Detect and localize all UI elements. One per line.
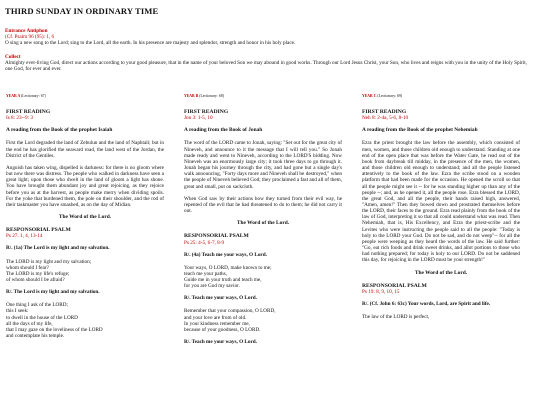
verse-line: whom should I fear?	[6, 264, 49, 271]
verse-line: The law of the LORD is perfect,	[362, 314, 430, 321]
verse-line: Guide me in your truth and teach me,	[184, 277, 262, 283]
collect-text: Almighty ever-living God, direct our actions according to your good pleasure, that in the name of your beloved Son we may abound in good works. Through our Lord Jesus Christ, your Son, who lives and reigns with you in the unity of the Holy Spirit, one God, for ever and ever.	[5, 60, 527, 73]
column-year-a	[6, 94, 164, 405]
psalm-stanza	[6, 302, 164, 339]
verse-line: One thing I ask of the LORD;	[6, 302, 68, 309]
reading-intro: A reading from the Book of the prophet Isaiah	[6, 127, 113, 134]
verse-line: Your ways, O LORD, make known to me;	[184, 264, 272, 271]
year-label	[6, 94, 164, 99]
first-reading-ref: Is 8: 23--9: 3	[6, 115, 33, 122]
word-of-the-lord: The Word of the Lord.	[58, 213, 112, 220]
reading-paragraph: When God saw by their actions how they turned from their evil way, he repented of the evil that he had threatened to do to them; he did not carry it out.	[184, 195, 342, 214]
psalm-response: R/. Teach me your ways, O Lord.	[184, 339, 257, 346]
psalm-ref: Ps 27. 1, 4, 13-14	[6, 233, 43, 240]
psalm-heading: RESPONSORIAL PSALM	[362, 282, 427, 289]
psalm-stanza	[6, 259, 164, 284]
first-reading-heading: FIRST READING	[362, 109, 407, 115]
first-reading-heading: FIRST READING	[6, 109, 51, 115]
reading-paragraph: First the Lord degraded the land of Zebulun and the land of Naphtali; but in the end he has glorified the seaward road, the land west of the Jordan, the District of the Gentiles.	[6, 140, 164, 159]
verse-line: In your kindness remember me,	[184, 320, 250, 327]
psalm-response: R/. (Cf. John 6: 63c) Your words, Lord, are Spirit and life.	[362, 300, 491, 307]
psalm-stanza	[184, 308, 342, 333]
verse-line: The LORD is my light and my salvation;	[6, 258, 92, 265]
column-year-c	[362, 94, 520, 405]
verse-line: of whom should I be afraid?	[6, 277, 65, 283]
psalm-heading: RESPONSORIAL PSALM	[184, 233, 249, 240]
year-name: YEAR C	[362, 94, 377, 98]
lectionary-number: (Lectionary: 68)	[199, 94, 224, 98]
reading-intro: A reading from the Book of the prophet Nehemiah	[362, 127, 478, 134]
entrance-antiphon-text: O sing a new song to the Lord; sing to the Lord, all the earth. In his presence are majesty and splendor, strength and honor in his holy place.	[5, 40, 296, 47]
first-reading-ref: Jon 3: 1-5, 10	[184, 115, 213, 122]
psalm-heading: RESPONSORIAL PSALM	[6, 227, 71, 234]
verse-line: all the days of my life,	[6, 320, 53, 327]
first-reading-ref: Neh 8: 2-4a, 5-6, 8-10	[362, 115, 409, 122]
collect-heading: Collect	[5, 54, 21, 60]
year-label	[184, 94, 342, 99]
verse-line: for you are God my savior.	[184, 283, 240, 290]
year-label	[362, 94, 520, 99]
word-of-the-lord: The Word of the Lord.	[236, 220, 290, 227]
reading-paragraph: Ezra the priest brought the law before the assembly, which consisted of men, women, and those children old enough to understand. Standing at one end of the open place that was before the Water Gate, he read out of the book from daybreak till midday, in the presence of the men, the women, and those children old enough to understand; and all the people listened attentively to the book of the law. Ezra the scribe stood on a wooden platform that had been made for the occasion. He opened the scroll so that all the people might see it -- for he was standing higher up than any of the people --; and, as he opened it, all the people rose. Ezra blessed the LORD, the great God, and all the people, their hands raised high, answered, "Amen, amen!" Then they bowed down and prostrated themselves before the LORD, their faces to the ground. Ezra read plainly from the book of the law of God, interpreting it so that all could understand what was read. Then Nehemiah, that is, His Excellency, and Ezra the priest-scribe and the Levites who were instructing the people said to all the people: "Today is holy to the LORD your God. Do not be sad, and do not weep"-- for all the people were weeping as they heard the words of the law. He said further: "Go, eat rich foods and drink sweet drinks, and allot portions to those who had nothing prepared; for today is holy to our LORD. Do not be saddened this day, for rejoicing in the LORD must be your strength!"	[362, 140, 520, 264]
verse-line: The LORD is my life's refuge;	[6, 270, 70, 277]
psalm-response: R/. (1a) The Lord is my light and my salvation.	[6, 245, 110, 252]
collect-section	[5, 54, 535, 73]
reading-intro: A reading from the Book of Jonah	[184, 127, 263, 134]
first-reading-heading: FIRST READING	[184, 109, 229, 115]
verse-line: that I may gaze on the loveliness of the LORD	[6, 326, 103, 333]
verse-line: to dwell in the house of the LORD	[6, 314, 78, 321]
entrance-antiphon-section	[5, 28, 535, 47]
lectionary-number: (Lectionary: 69)	[377, 94, 403, 98]
word-of-the-lord: The Word of the Lord.	[414, 269, 468, 276]
year-name: YEAR A	[6, 94, 21, 98]
lectionary-number: (Lectionary: 67)	[20, 94, 46, 98]
entrance-antiphon-heading: Entrance Antiphon	[5, 28, 48, 34]
entrance-antiphon-ref: (Cf. Psalm 96 (95): 1, 6	[5, 34, 55, 41]
verse-line: and your love are from of old.	[184, 314, 247, 321]
verse-line: teach me your paths,	[184, 270, 227, 277]
missal-page	[5, 0, 535, 405]
psalm-response: R/. The Lord is my light and my salvation.	[6, 289, 100, 296]
psalm-ref: Ps 25: 4-5, 6-7, 8-9	[184, 239, 225, 246]
psalm-response: R/. Teach me your ways, O Lord.	[184, 295, 257, 302]
psalm-stanza	[184, 265, 342, 290]
verse-line: because of your goodness, O LORD.	[184, 326, 261, 333]
psalm-ref: Ps 19: 8, 9, 10, 15	[362, 288, 400, 295]
year-name: YEAR B	[184, 94, 199, 98]
verse-line: Remember that your compassion, O LORD,	[184, 308, 276, 315]
verse-line: this I seek:	[6, 308, 29, 315]
psalm-stanza	[362, 314, 520, 320]
verse-line: and contemplate his temple.	[6, 333, 65, 340]
column-year-b	[184, 94, 342, 405]
psalm-response: R/. (4a) Teach me your ways, O Lord.	[184, 251, 267, 258]
reading-paragraph: The word of the LORD came to Jonah, saying: "Set out for the great city of Nineveh, and announce to it the message that I will tell you." So Jonah made ready and went to Nineveh, according to the LORD'S bidding. Now Nineveh was an enormously large city; it took three days to go through it. Jonah began his journey through the city, and had gone but a single day's walk announcing, "Forty days more and Nineveh shall be destroyed," when the people of Nineveh believed God; they proclaimed a fast and all of them, great and small, put on sackcloth.	[184, 140, 342, 190]
reading-paragraph: Anguish has taken wing, dispelled is darkness: for there is no gloom where but now there was distress. The people who walked in darkness have seen a great light; upon those who dwelt in the land of gloom a light has shone. You have brought them abundant joy and great rejoicing, as they rejoice before you as at the harvest, as people make merry when dividing spoils. For the yoke that burdened them, the pole on their shoulder, and the rod of their taskmaster you have smashed, as on the day of Midian.	[6, 164, 164, 208]
page-title: THIRD SUNDAY IN ORDINARY TIME	[5, 6, 159, 16]
